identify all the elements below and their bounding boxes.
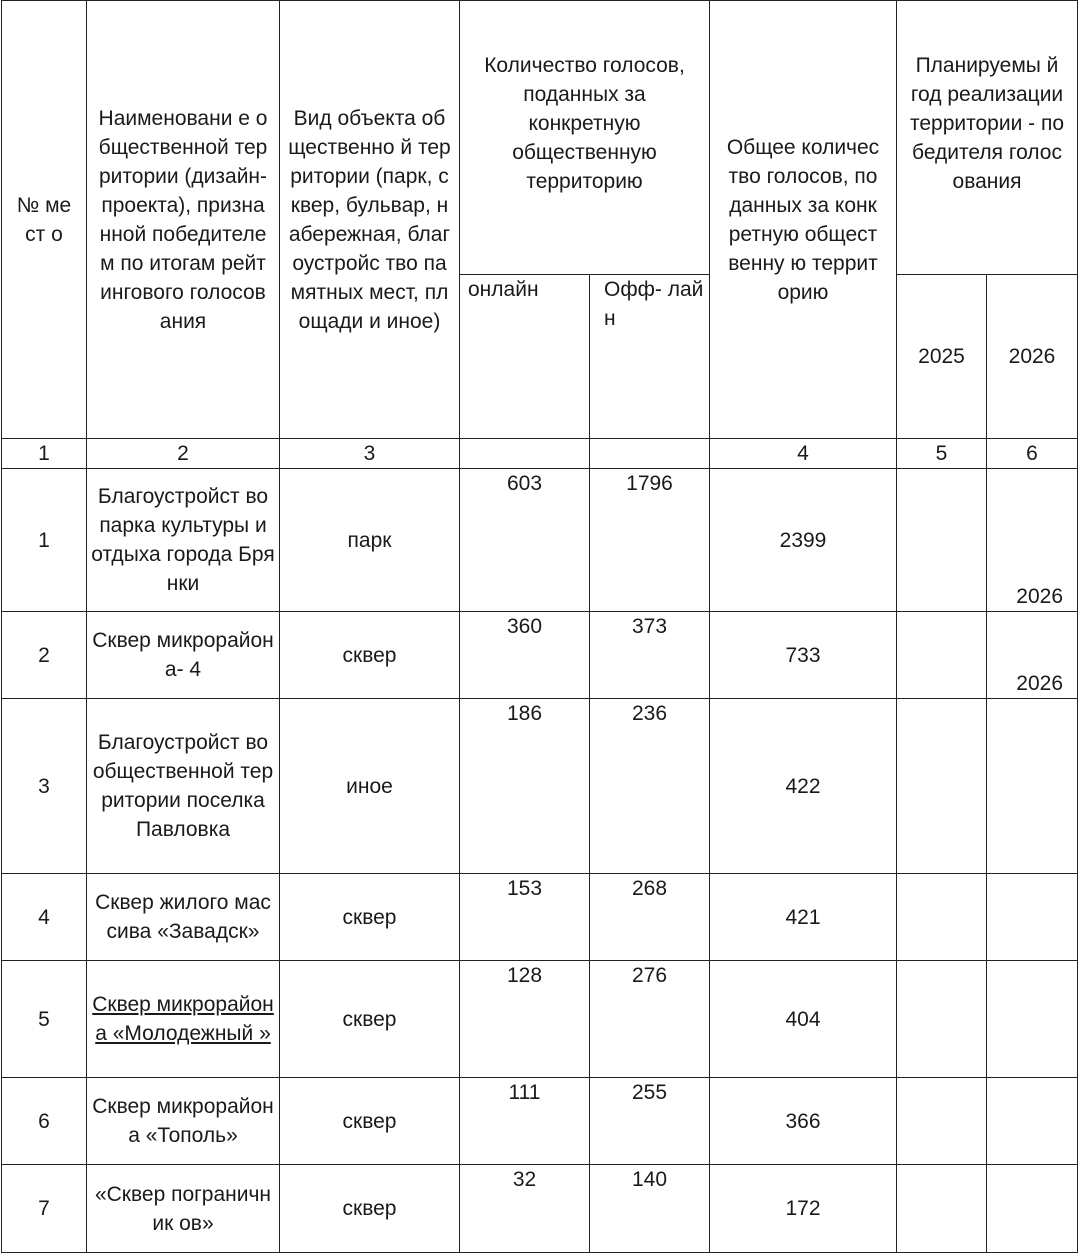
table-row [2, 961, 1078, 1078]
header-object-type: Вид объекта общественно й территории (парк, сквер, бульвар, набережная, благоустройс тво памятных мест, площади и иное) [280, 1, 460, 439]
place-number: 3 [2, 699, 87, 874]
year-2025 [897, 699, 987, 874]
place-number: 6 [2, 1078, 87, 1165]
year-2026 [987, 1165, 1078, 1253]
header-planned-year: Планируемы й год реализации территории - победителя голосования [897, 1, 1078, 275]
table-row [2, 612, 1078, 699]
territory-name: Сквер микрорайона «Молодежный » [87, 961, 280, 1078]
year-2025 [897, 1078, 987, 1165]
header-year-2025: 2025 [897, 275, 987, 439]
year-2026 [987, 874, 1078, 961]
year-2026 [987, 1078, 1078, 1165]
results-table [1, 0, 1078, 1253]
object-type: сквер [280, 1165, 460, 1253]
year-2026: 2026 [987, 612, 1078, 699]
table-row [2, 469, 1078, 612]
territory-name: Благоустройст во парка культуры и отдыха города Брянки [87, 469, 280, 612]
place-number: 1 [2, 469, 87, 612]
territory-name: Благоустройст во общественной территории поселка Павловка [87, 699, 280, 874]
votes-offline: 268 [590, 874, 710, 961]
header-year-2026: 2026 [987, 275, 1078, 439]
index-cell [460, 439, 590, 469]
index-cell: 4 [710, 439, 897, 469]
territory-name: «Сквер пограничник ов» [87, 1165, 280, 1253]
votes-total: 422 [710, 699, 897, 874]
object-type: парк [280, 469, 460, 612]
place-number: 7 [2, 1165, 87, 1253]
table-row [2, 874, 1078, 961]
votes-online: 32 [460, 1165, 590, 1253]
votes-total: 172 [710, 1165, 897, 1253]
object-type: сквер [280, 1078, 460, 1165]
object-type: иное [280, 699, 460, 874]
index-cell: 5 [897, 439, 987, 469]
votes-online: 153 [460, 874, 590, 961]
object-type: сквер [280, 874, 460, 961]
votes-offline: 255 [590, 1078, 710, 1165]
territory-name: Сквер микрорайона- 4 [87, 612, 280, 699]
table-row [2, 699, 1078, 874]
index-cell: 3 [280, 439, 460, 469]
votes-total: 2399 [710, 469, 897, 612]
table-row [2, 1165, 1078, 1253]
territory-name: Сквер микрорайона «Тополь» [87, 1078, 280, 1165]
votes-total: 421 [710, 874, 897, 961]
place-number: 2 [2, 612, 87, 699]
index-cell: 1 [2, 439, 87, 469]
votes-online: 360 [460, 612, 590, 699]
index-cell: 6 [987, 439, 1078, 469]
year-2026: 2026 [987, 469, 1078, 612]
territory-name: Сквер жилого массива «Завадск» [87, 874, 280, 961]
header-place-number: № мест о [2, 1, 87, 439]
year-2026 [987, 699, 1078, 874]
table-row [2, 1078, 1078, 1165]
object-type: сквер [280, 961, 460, 1078]
year-2025 [897, 1165, 987, 1253]
header-offline: Офф- лайн [590, 275, 710, 439]
year-2025 [897, 469, 987, 612]
votes-online: 128 [460, 961, 590, 1078]
votes-offline: 1796 [590, 469, 710, 612]
votes-offline: 373 [590, 612, 710, 699]
year-2025 [897, 961, 987, 1078]
votes-online: 186 [460, 699, 590, 874]
header-votes-count: Количество голосов, поданных за конкретную общественную территорию [460, 1, 710, 275]
year-2026 [987, 961, 1078, 1078]
index-cell [590, 439, 710, 469]
votes-offline: 236 [590, 699, 710, 874]
index-cell: 2 [87, 439, 280, 469]
place-number: 5 [2, 961, 87, 1078]
year-2025 [897, 612, 987, 699]
column-index-row [2, 439, 1078, 469]
header-total-votes: Общее количество голосов, поданных за конкретную общественну ю территорию [710, 1, 897, 439]
votes-offline: 140 [590, 1165, 710, 1253]
votes-total: 733 [710, 612, 897, 699]
votes-online: 603 [460, 469, 590, 612]
votes-total: 404 [710, 961, 897, 1078]
header-territory-name: Наименовани е общественной территории (дизайн- проекта), признанной победителем по итогам рейтингового голосования [87, 1, 280, 439]
year-2025 [897, 874, 987, 961]
votes-total: 366 [710, 1078, 897, 1165]
votes-offline: 276 [590, 961, 710, 1078]
object-type: сквер [280, 612, 460, 699]
header-online: онлайн [460, 275, 590, 439]
votes-online: 111 [460, 1078, 590, 1165]
place-number: 4 [2, 874, 87, 961]
